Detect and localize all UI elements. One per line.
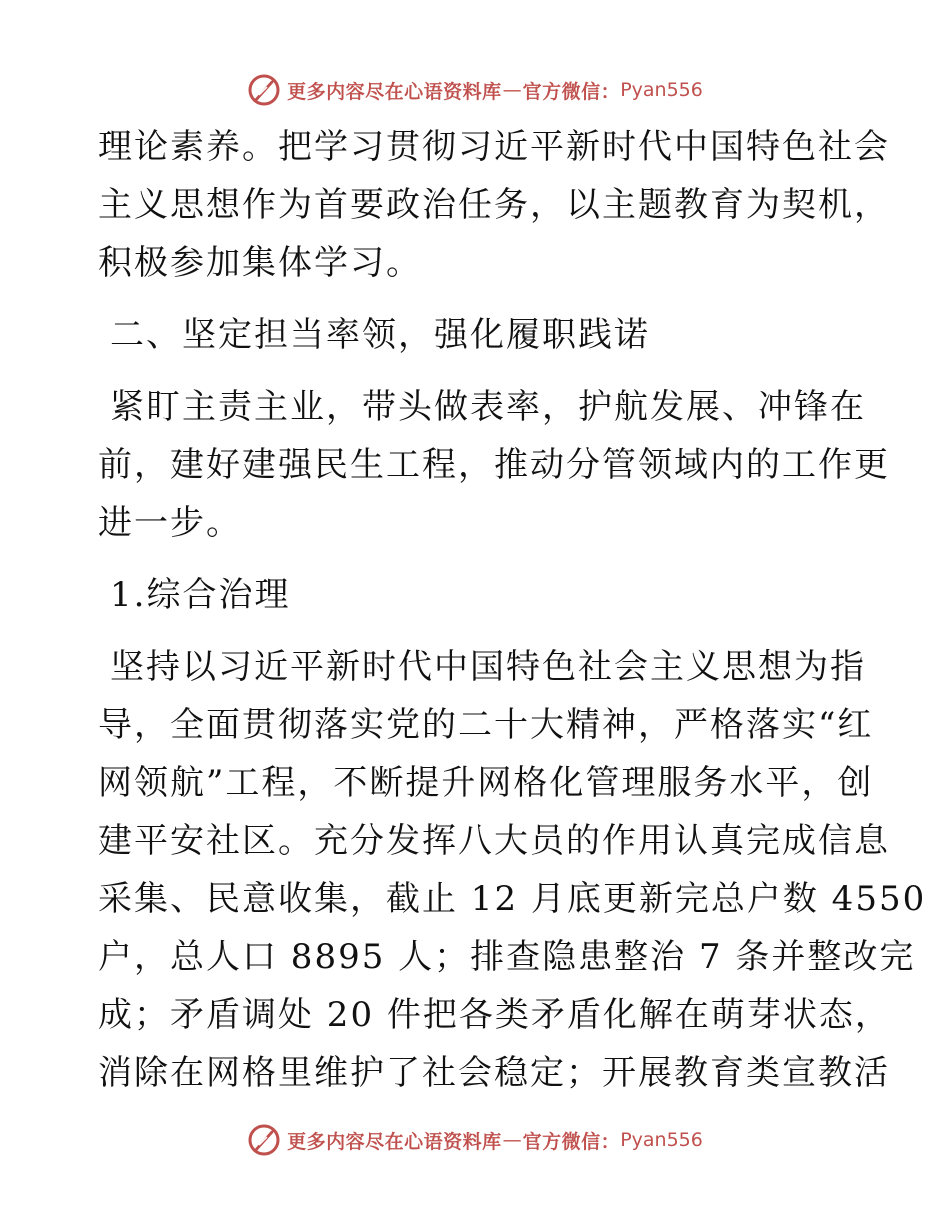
header-watermark [0,70,950,110]
watermark-site-text: 更多内容尽在心语资料库 [287,1130,502,1153]
quill-logo-icon [247,1123,281,1157]
text-line: 消除在网格里维护了社会稳定；开展教育类宣教活 [98,1053,890,1093]
paragraph-2 [98,378,890,552]
section-heading-2: 二、坚定担当率领，强化履职践诺 [110,315,650,355]
subsection-heading: 1.综合治理 [110,575,291,615]
watermark-separator: — [502,79,522,101]
watermark-official-label: 官方微信： [522,80,621,103]
watermark-separator: — [502,1129,522,1151]
watermark-account: Pyan556 [620,79,703,101]
text-line: 网领航”工程，不断提升网格化管理服务水平，创 [98,763,874,803]
quill-logo-icon [247,73,281,107]
text-line: 紧盯主责主业，带头做表率，护航发展、冲锋在 [110,387,866,427]
watermark-account: Pyan556 [620,1129,703,1151]
footer-watermark [0,1120,950,1160]
watermark-official-label: 官方微信： [522,1130,621,1153]
text-line: 主义思想作为首要政治任务，以主题教育为契机， [98,185,890,225]
text-line: 导，全面贯彻落实党的二十大精神，严格落实“红 [98,705,874,745]
document-body [98,118,927,1102]
paragraph-1 [98,118,890,292]
text-line: 户，总人口 8895 人；排查隐患整治 7 条并整改完 [98,937,916,977]
text-line: 前，建好建强民生工程，推动分管领域内的工作更 [98,445,890,485]
watermark-site-text: 更多内容尽在心语资料库 [287,80,502,103]
text-line: 积极参加集体学习。 [98,243,422,283]
text-line: 建平安社区。充分发挥八大员的作用认真完成信息 [98,821,890,861]
text-line: 理论素养。把学习贯彻习近平新时代中国特色社会 [98,127,890,167]
text-line: 采集、民意收集，截止 12 月底更新完总户数 4550 [98,879,927,919]
text-line: 坚持以习近平新时代中国特色社会主义思想为指 [110,647,866,687]
text-line: 成；矛盾调处 20 件把各类矛盾化解在萌芽状态， [98,995,891,1035]
paragraph-3 [98,638,927,1102]
text-line: 进一步。 [98,503,242,543]
